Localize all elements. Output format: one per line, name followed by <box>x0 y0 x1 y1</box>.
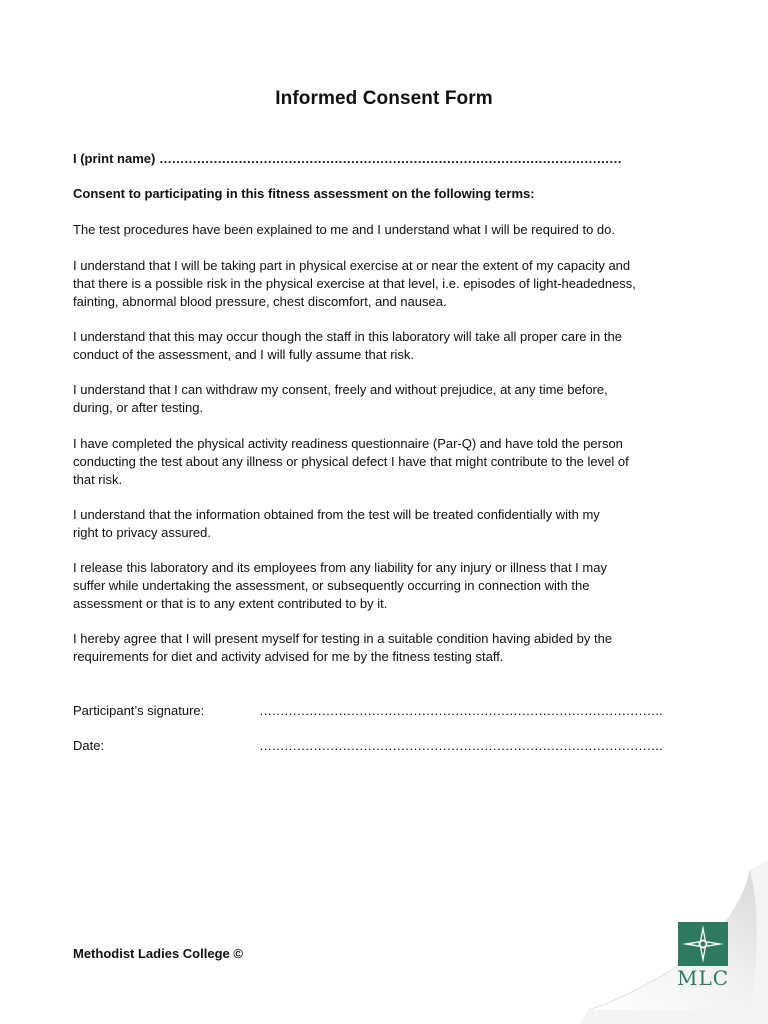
term-paragraph-7 <box>73 559 698 613</box>
paragraph-line: I understand that I can withdraw my consent, freely and without prejudice, at any time before, <box>73 382 608 397</box>
print-name-field[interactable]: ………………………………………………………………………………………………… <box>158 151 622 166</box>
footer-copyright: Methodist Ladies College © <box>73 946 243 961</box>
date-field[interactable]: ……………………………………………………………………………………. <box>259 738 663 753</box>
paragraph-line: fainting, abnormal blood pressure, chest discomfort, and nausea. <box>73 294 447 309</box>
paragraph-line: that risk. <box>73 472 123 487</box>
term-paragraph-8 <box>73 630 698 666</box>
print-name-line <box>73 150 698 168</box>
paragraph-line: suffer while undertaking the assessment, or subsequently occurring in connection with the <box>73 578 590 593</box>
term-paragraph-2 <box>73 257 698 311</box>
mlc-logo <box>675 922 731 992</box>
term-paragraph-4 <box>73 381 698 417</box>
signature-label: Participant’s signature: <box>73 703 205 718</box>
term-paragraph-6 <box>73 506 698 542</box>
signature-field[interactable]: ……………………………………………………………………………………. <box>259 703 663 718</box>
paragraph-line: during, or after testing. <box>73 400 204 415</box>
paragraph-line: I hereby agree that I will present myself for testing in a suitable condition having abided by the <box>73 631 613 646</box>
paragraph-line: I understand that I will be taking part in physical exercise at or near the extent of my capacity and <box>73 258 631 273</box>
paragraph-line: assessment or that is to any extent contributed to by it. <box>73 596 388 611</box>
print-name-label: I (print name) <box>73 151 156 166</box>
page-title: Informed Consent Form <box>275 88 493 109</box>
paragraph-line: right to privacy assured. <box>73 525 212 540</box>
consent-heading: Consent to participating in this fitness assessment on the following terms: <box>73 186 535 201</box>
paragraph-line: The test procedures have been explained to me and I understand what I will be required to do. <box>73 222 616 237</box>
paragraph-line: conducting the test about any illness or physical defect I have that might contribute to the level of <box>73 454 629 469</box>
paragraph-line: I understand that this may occur though the staff in this laboratory will take all proper care in the <box>73 329 622 344</box>
term-paragraph-3 <box>73 328 698 364</box>
page-curl-decoration <box>560 860 768 1024</box>
term-paragraph-5 <box>73 435 698 489</box>
paragraph-line: I have completed the physical activity readiness questionnaire (Par-Q) and have told the person <box>73 436 623 451</box>
term-paragraph-1 <box>73 221 698 239</box>
paragraph-line: I release this laboratory and its employees from any liability for any injury or illness that I may <box>73 560 607 575</box>
paragraph-line: requirements for diet and activity advised for me by the fitness testing staff. <box>73 649 504 664</box>
date-label: Date: <box>73 738 105 753</box>
paragraph-line: conduct of the assessment, and I will fully assume that risk. <box>73 347 415 362</box>
paragraph-line: I understand that the information obtained from the test will be treated confidentially with my <box>73 507 600 522</box>
logo-text: MLC <box>676 966 730 990</box>
compass-star-icon <box>678 922 728 966</box>
logo-emblem <box>678 922 728 966</box>
paragraph-line: that there is a possible risk in the physical exercise at that level, i.e. episodes of light-headedness, <box>73 276 636 291</box>
